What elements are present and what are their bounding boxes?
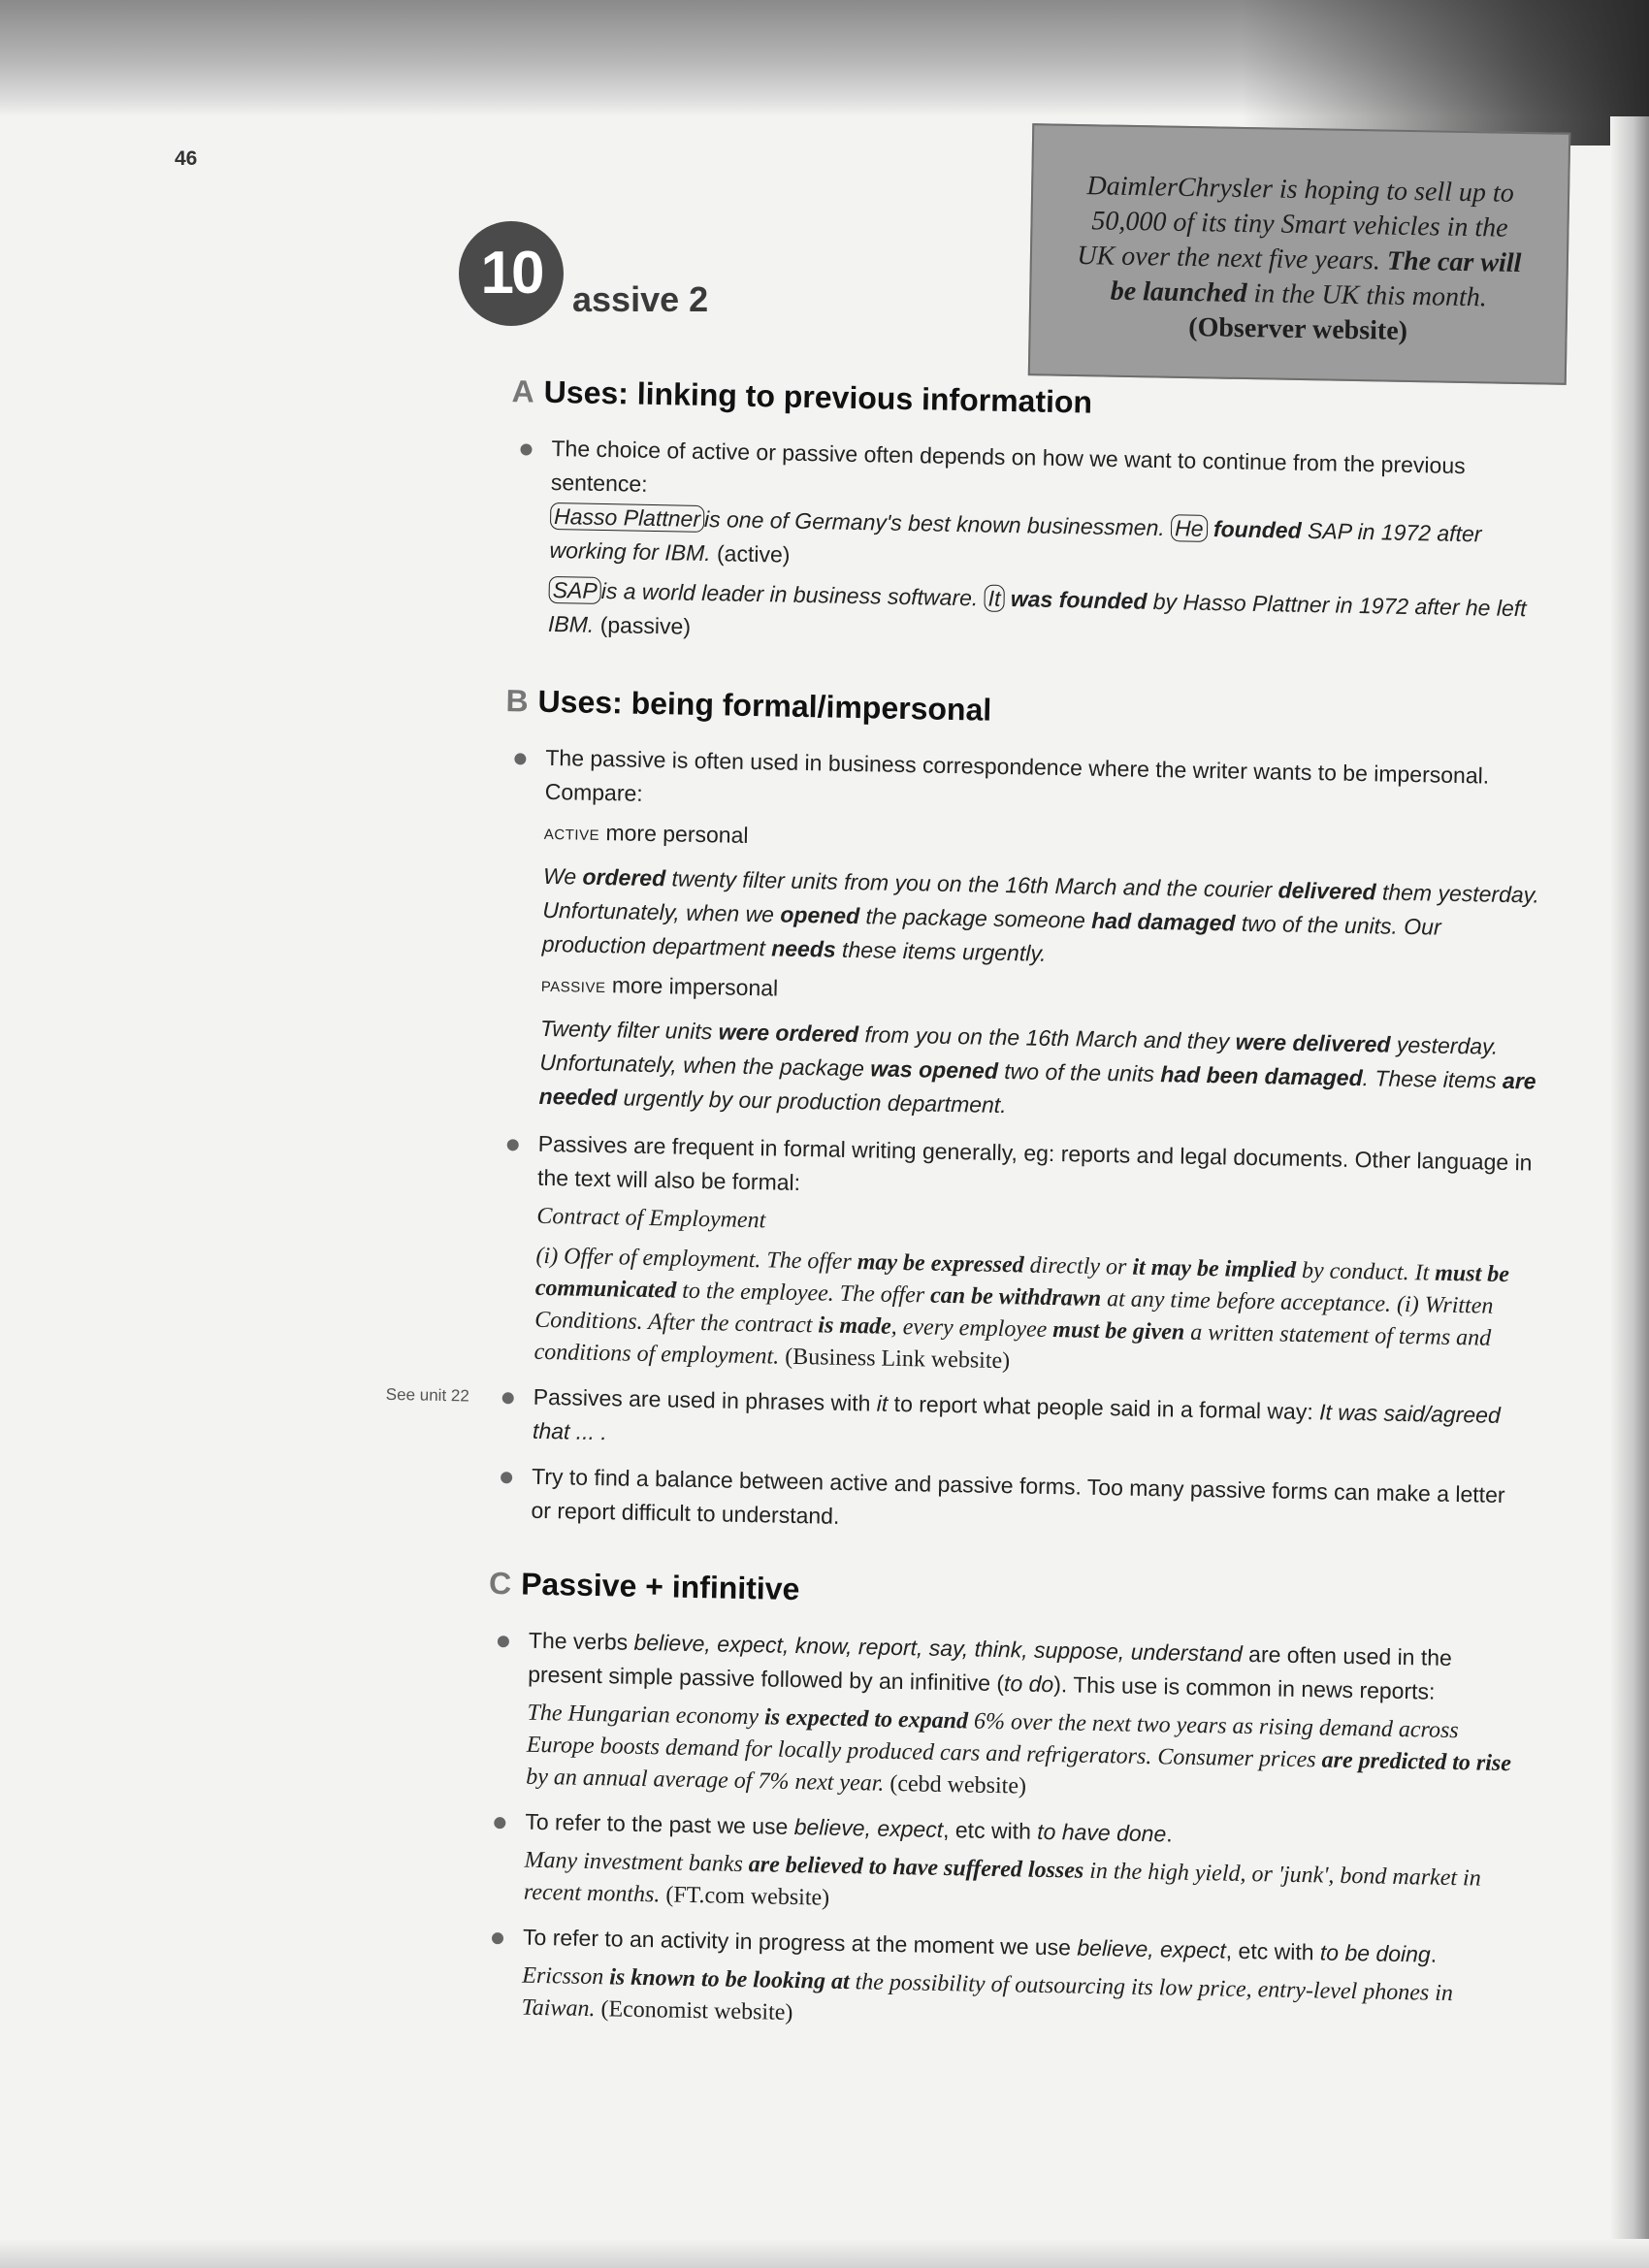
news-example bbox=[521, 1960, 1521, 2044]
ex-part: by conduct. It bbox=[1301, 1257, 1430, 1286]
ex-verb: were ordered bbox=[718, 1019, 859, 1048]
ex-verb: is expected to expand bbox=[763, 1704, 969, 1734]
item-text: The choice of active or passive often depends on how we want to continue from the previous sentence: bbox=[550, 435, 1466, 497]
ex-verb: are predicted to rise bbox=[1321, 1747, 1512, 1777]
section-c-heading bbox=[489, 1566, 1530, 1622]
contract-text bbox=[534, 1241, 1535, 1388]
ex-verb: are needed bbox=[538, 1067, 1536, 1111]
bullet-icon bbox=[502, 1392, 514, 1404]
quote-line: UK over the next five years. bbox=[1077, 241, 1381, 276]
example-source: (cebd website) bbox=[889, 1770, 1027, 1799]
ex-verb: is known to be looking at bbox=[609, 1964, 850, 1995]
ex-part: a written statement of terms and conditions of employment. bbox=[534, 1319, 1492, 1370]
example-verb: founded bbox=[1212, 516, 1302, 543]
item-text: To refer to an activity in progress at the moment we use bbox=[522, 1924, 1072, 1960]
label-small-caps: PASSIVE bbox=[540, 978, 606, 997]
quote-box bbox=[1028, 123, 1570, 385]
ex-verb: delivered bbox=[1277, 877, 1376, 905]
section-c-item: To refer to an activity in progress at the moment we use believe, expect, etc with to be doing. Ericsson is known to be looking at the possibility of outsourcing its low price, entry-level phones in Taiwan. (Economist website) bbox=[472, 1920, 1522, 2044]
quote-source: (Observer website) bbox=[1188, 312, 1408, 346]
ex-verb: are believed to have suffered losses bbox=[748, 1852, 1084, 1884]
ex-part: (i) Written Conditions. After the contract bbox=[534, 1291, 1494, 1339]
quote-line: 50,000 of its tiny Smart vehicles in the bbox=[1091, 206, 1508, 243]
ex-verb: it may be implied bbox=[1132, 1254, 1297, 1283]
label-desc: more impersonal bbox=[611, 972, 779, 1001]
item-text: to report what people said in a formal way: bbox=[893, 1390, 1313, 1425]
ex-part: from you on the 16th March and they bbox=[864, 1021, 1230, 1054]
ex-part: (i) Offer of employment. The offer bbox=[535, 1243, 852, 1276]
quote-line: DaimlerChrysler is hoping to sell up to bbox=[1086, 171, 1515, 209]
section-letter: C bbox=[488, 1565, 512, 1602]
ex-part: Twenty filter units bbox=[539, 1015, 713, 1045]
item-text: To refer to the past we use bbox=[525, 1808, 789, 1839]
section-title: Uses: being formal/impersonal bbox=[537, 683, 992, 728]
item-text: The verbs bbox=[528, 1627, 629, 1655]
ex-part: twenty filter units from you on the 16th March and the courier bbox=[671, 865, 1273, 903]
ex-verb: is made bbox=[818, 1312, 892, 1340]
example-text: by Hasso Plattner in 1972 after he left IBM. bbox=[547, 588, 1527, 637]
section-letter: B bbox=[505, 683, 529, 719]
bullet-icon bbox=[520, 443, 532, 455]
item-text-italic: to be doing bbox=[1319, 1939, 1432, 1967]
ex-part: to the employee. The offer bbox=[681, 1278, 925, 1309]
example-tag: (active) bbox=[716, 540, 791, 567]
contract-title: Contract of Employment bbox=[536, 1203, 766, 1234]
example-source: (Economist website) bbox=[600, 1996, 793, 2026]
item-text-italic: it bbox=[876, 1390, 889, 1416]
ex-verb: may be expressed bbox=[857, 1249, 1024, 1279]
ex-part: in the high yield, or 'junk', bond market in recent months. bbox=[523, 1858, 1481, 1908]
quote-line-bold: be launched bbox=[1110, 275, 1247, 309]
example-text: is one of Germany's best known businessmen. bbox=[703, 505, 1166, 541]
item-text-italic: to do bbox=[1003, 1670, 1054, 1698]
section-b-item bbox=[490, 740, 1544, 1133]
ex-part: Ericsson bbox=[522, 1962, 604, 1991]
item-text: The passive is often used in business correspondence where the writer wants to be impersonal. Compare: bbox=[544, 744, 1490, 806]
ex-verb: ordered bbox=[582, 863, 666, 891]
example-tag: (passive) bbox=[599, 611, 692, 639]
ex-part: the package someone bbox=[865, 903, 1086, 933]
ex-verb: needs bbox=[770, 935, 836, 962]
page-number: 46 bbox=[175, 147, 198, 170]
section-b-item bbox=[385, 1379, 1533, 1468]
section-c-item: To refer to the past we use believe, expect, etc with to have done. Many investment banks are believed to have suffered losses in the high yield, or 'junk', bond market in recent months. (FT.com website) bbox=[475, 1804, 1525, 1928]
example-passive bbox=[548, 573, 1548, 661]
item-text-italic: believe, expect bbox=[793, 1814, 944, 1842]
item-text-italic: believe, expect, know, report, say, think, suppose, understand bbox=[633, 1629, 1244, 1667]
news-example bbox=[526, 1698, 1527, 1813]
item-text-italic: to have done bbox=[1037, 1818, 1167, 1847]
ex-part: these items urgently. bbox=[841, 936, 1047, 966]
label-desc: more personal bbox=[605, 820, 749, 848]
ex-part: directly or bbox=[1029, 1252, 1127, 1280]
item-text: are often used in the present simple passive followed by an infinitive ( bbox=[528, 1640, 1453, 1697]
ex-part: The Hungarian economy bbox=[527, 1700, 760, 1731]
example-text: SAP in 1972 after working for IBM. bbox=[549, 517, 1482, 567]
circled-subject: SAP bbox=[548, 576, 601, 604]
page-content bbox=[385, 373, 1552, 2055]
item-text: Passives are used in phrases with bbox=[533, 1383, 871, 1416]
section-b-heading bbox=[505, 683, 1546, 739]
item-text: , etc with bbox=[1225, 1937, 1314, 1965]
item-text: ). This use is common in news reports: bbox=[1052, 1671, 1436, 1704]
section-title: Uses: linking to previous information bbox=[543, 373, 1093, 420]
item-text: Passives are frequent in formal writing generally, eg: reports and legal documents. Other language in the text will also be formal: bbox=[536, 1130, 1533, 1196]
passive-example bbox=[538, 1012, 1539, 1133]
section-a-heading bbox=[511, 373, 1552, 430]
section-title: Passive + infinitive bbox=[520, 1566, 800, 1607]
ex-part: the possibility of outsourcing its low price, entry-level phones in Taiwan. bbox=[521, 1969, 1454, 2023]
section-letter: A bbox=[511, 373, 535, 409]
item-text-italic: believe, expect bbox=[1077, 1934, 1227, 1963]
ex-verb: must be communicated bbox=[534, 1260, 1510, 1304]
ex-part: two of the units bbox=[1004, 1058, 1155, 1086]
section-b-item bbox=[485, 1126, 1537, 1388]
label-small-caps: ACTIVE bbox=[543, 826, 600, 844]
quote-line-bold: The car will bbox=[1386, 245, 1522, 278]
bullet-icon bbox=[507, 1139, 519, 1150]
scan-shadow-top bbox=[0, 0, 1649, 116]
ex-part: , every employee bbox=[890, 1313, 1048, 1343]
ex-part: by an annual average of 7% next year. bbox=[525, 1764, 885, 1797]
example-verb: was founded bbox=[1010, 586, 1148, 614]
ex-verb: can be withdrawn bbox=[929, 1282, 1102, 1312]
ex-part: Many investment banks bbox=[524, 1847, 744, 1877]
item-text-italic: It was said/agreed that ... . bbox=[532, 1399, 1502, 1445]
bullet-icon bbox=[494, 1817, 505, 1829]
unit-number-badge: 10 bbox=[459, 221, 564, 326]
bullet-icon bbox=[498, 1636, 509, 1647]
circled-pronoun: It bbox=[984, 585, 1004, 612]
active-example bbox=[541, 859, 1542, 981]
bullet-icon bbox=[501, 1472, 512, 1483]
unit-title: assive 2 bbox=[572, 279, 709, 319]
circled-subject: Hasso Plattner bbox=[550, 502, 704, 533]
example-source: (Business Link website) bbox=[784, 1344, 1011, 1375]
ex-part: at any time before acceptance. bbox=[1106, 1286, 1392, 1317]
ex-part: them yesterday. Unfortunately, when we bbox=[542, 879, 1540, 927]
ex-part: two of the units. Our production department bbox=[541, 910, 1441, 961]
example-source: (FT.com website) bbox=[665, 1882, 830, 1911]
section-a-item bbox=[500, 431, 1551, 661]
ex-verb: had been damaged bbox=[1160, 1061, 1363, 1091]
ex-part: yesterday. Unfortunately, when the package bbox=[539, 1031, 1499, 1082]
ex-part: 6% over the next two years as rising demand across Europe boosts demand for locally produced cars and refrigerators. Consumer prices bbox=[526, 1708, 1459, 1773]
ex-part: urgently by our production department. bbox=[623, 1085, 1007, 1118]
ex-verb: opened bbox=[780, 901, 860, 929]
item-text: , etc with bbox=[942, 1816, 1032, 1844]
ex-verb: had damaged bbox=[1090, 907, 1236, 936]
ex-verb: were delivered bbox=[1235, 1028, 1391, 1057]
bullet-icon bbox=[514, 753, 526, 764]
section-b-item bbox=[482, 1459, 1531, 1547]
scan-shadow-right bbox=[1610, 116, 1649, 2268]
scan-shadow-bottom bbox=[0, 2239, 1649, 2268]
example-text: is a world leader in business software. bbox=[600, 577, 979, 611]
ex-part: . These items bbox=[1362, 1065, 1497, 1093]
bullet-icon bbox=[492, 1932, 503, 1944]
quote-line: in the UK this month. bbox=[1253, 278, 1488, 313]
section-c-item bbox=[477, 1623, 1528, 1813]
ex-part: We bbox=[542, 862, 577, 890]
news-example bbox=[524, 1845, 1524, 1928]
ex-verb: must be given bbox=[1052, 1317, 1185, 1345]
circled-pronoun: He bbox=[1171, 514, 1208, 542]
see-unit-note: See unit 22 bbox=[385, 1384, 469, 1406]
item-text: Try to find a balance between active and passive forms. Too many passive forms can make a letter or report difficult to understand. bbox=[531, 1463, 1505, 1529]
ex-verb: was opened bbox=[870, 1055, 999, 1084]
